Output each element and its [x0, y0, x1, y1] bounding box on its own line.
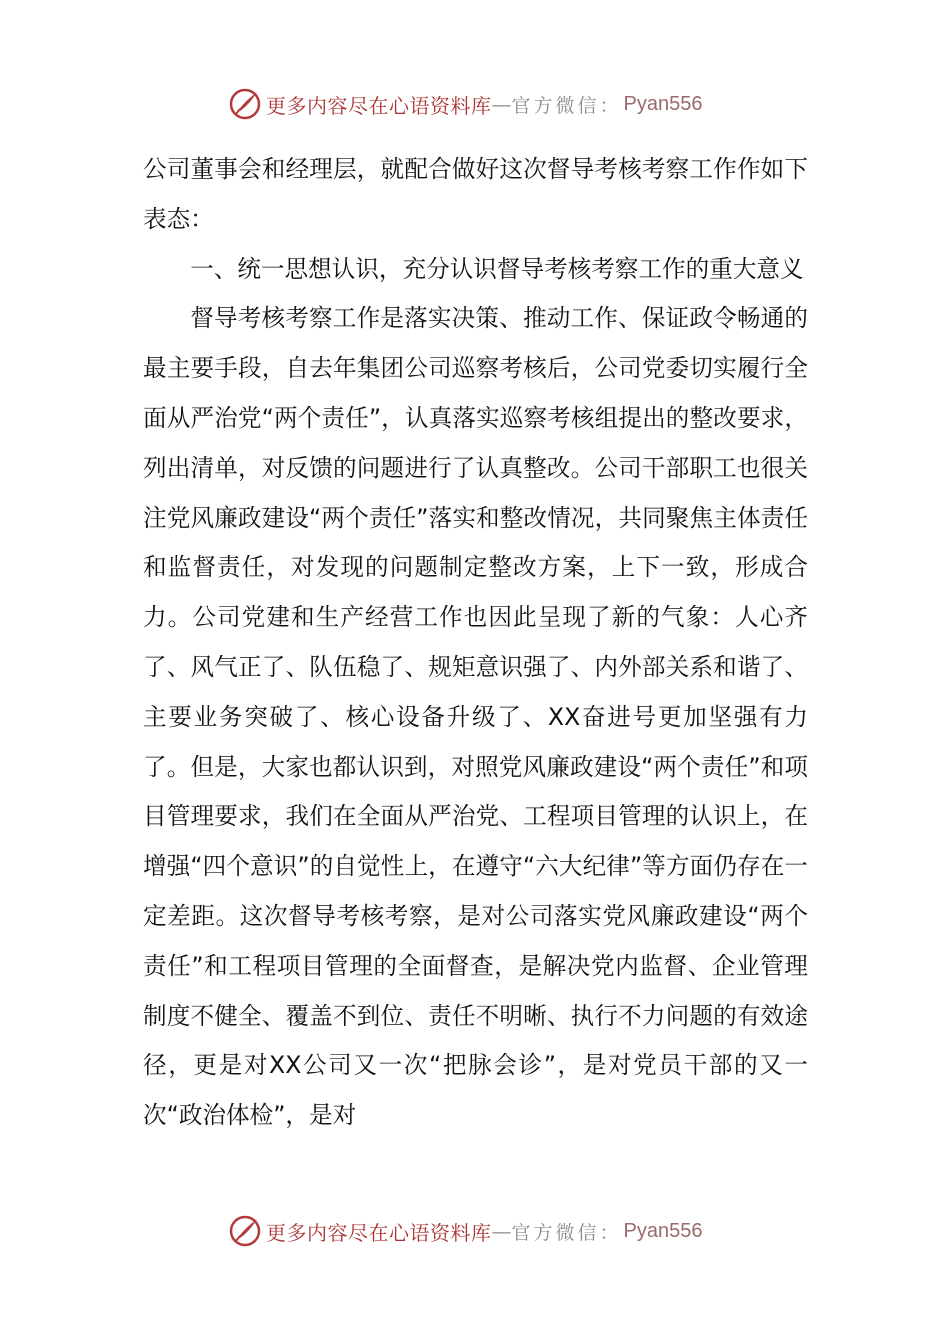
quill-logo-icon — [228, 1214, 262, 1248]
header-watermark-banner — [228, 84, 702, 124]
document-body — [143, 145, 808, 1141]
footer-separator: — — [491, 1219, 512, 1243]
footer-watermark-banner — [228, 1211, 702, 1251]
header-separator: — — [491, 92, 512, 116]
header-wechat-label: 官方微信： — [511, 94, 622, 117]
header-wechat-id: Pyan556 — [623, 92, 703, 115]
section-heading-1: 一、统一思想认识，充分认识督导考核考察工作的重大意义 — [190, 254, 804, 283]
main-paragraph: 督导考核考察工作是落实决策、推动工作、保证政令畅通的最主要手段，自去年集团公司巡察考核后，公司党委切实履行全面从严治党“两个责任”，认真落实巡察考核组提出的整改要求，列出清单，对反馈的问题进行了认真整改。公司干部职工也很关注党风廉政建设“两个责任”落实和整改情况，共同聚焦主体责任和监督责任，对发现的问题制定整改方案，上下一致，形成合力。公司党建和生产经营工作也因此呈现了新的气象：人心齐了、风气正了、队伍稳了、规矩意识强了、内外部关系和谐了、主要业务突破了、核心设备升级了、XX奋进号更加坚强有力了。但是，大家也都认识到，对照党风廉政建设“两个责任”和项目管理要求，我们在全面从严治党、工程项目管理的认识上，在增强“四个意识”的自觉性上，在遵守“六大纪律”等方面仍存在一定差距。这次督导考核考察，是对公司落实党风廉政建设“两个责任”和工程项目管理的全面督查，是解决党内监督、企业管理制度不健全、覆盖不到位、责任不明晰、执行不力问题的有效途径，更是对XX公司又一次“把脉会诊”，是对党员干部的又一次“政治体检”，是对 — [143, 304, 808, 1130]
footer-wechat-id: Pyan556 — [623, 1219, 703, 1242]
footer-wechat-label: 官方微信： — [511, 1221, 622, 1244]
quill-logo-icon — [228, 87, 262, 121]
footer-site-text: 更多内容尽在心语资料库 — [266, 1220, 492, 1245]
intro-paragraph: 公司董事会和经理层，就配合做好这次督导考核考察工作作如下表态： — [143, 155, 808, 233]
header-site-text: 更多内容尽在心语资料库 — [266, 93, 492, 118]
